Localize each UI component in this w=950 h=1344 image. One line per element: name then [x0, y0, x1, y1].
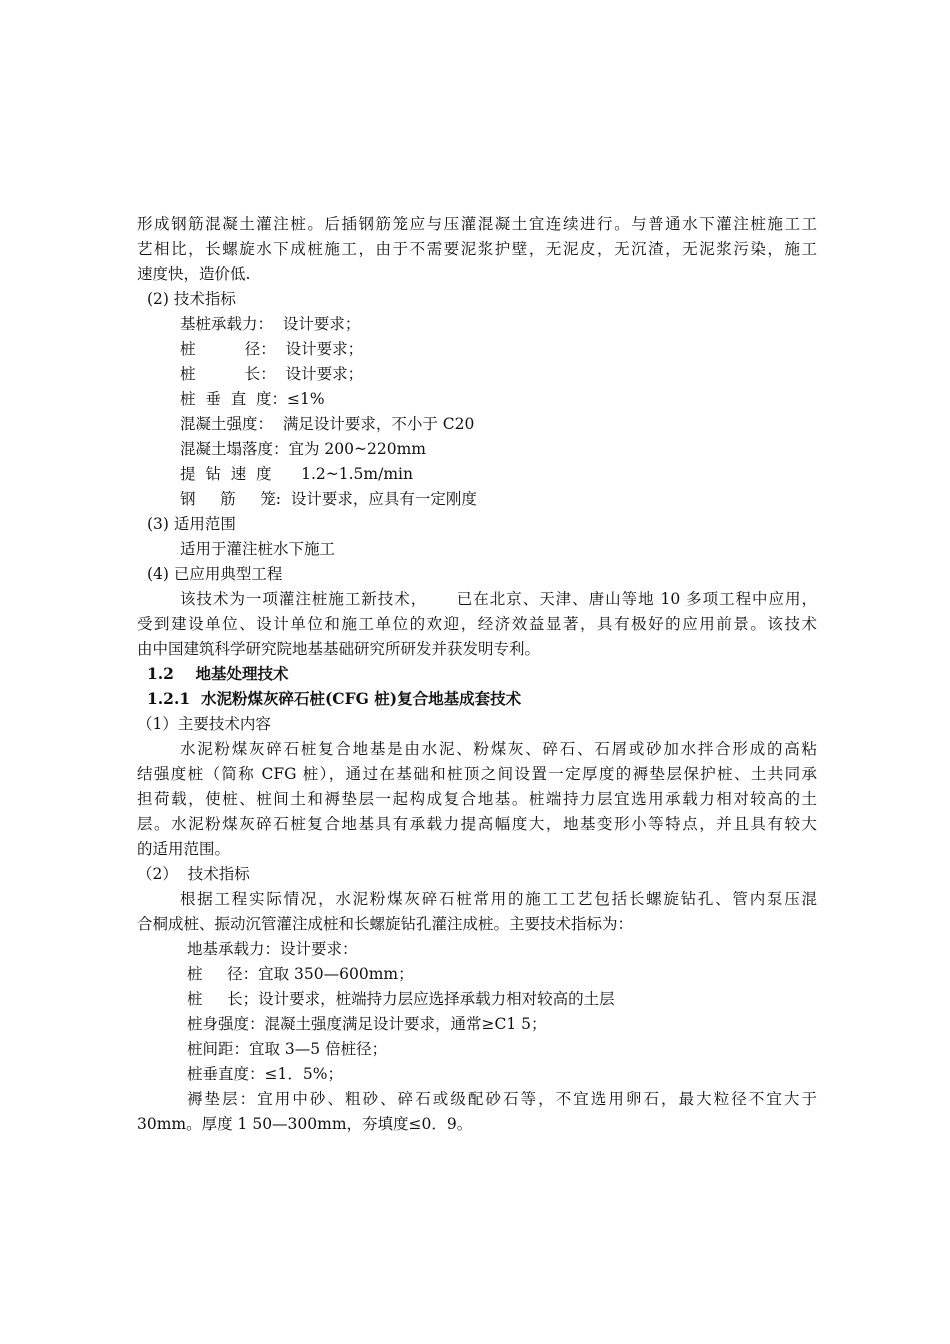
cfg-indicator-item: 桩身强度：混凝土强度满足设计要求，通常≥C1 5；	[187, 1015, 547, 1033]
cfg-indicator-item: 褥垫层：宜用中砂、粗砂、碎石或级配砂石等，不宜选用卵石，最大粒径不宜大于	[187, 1090, 817, 1108]
indicator-item: 混凝土强度： 满足设计要求，不小于 C20	[180, 415, 475, 433]
projects-line-3: 由中国建筑科学研究院地基基础研究所研发并获发明专利。	[137, 640, 541, 658]
indicator-item: 钢 筋 笼: 设计要求，应具有一定刚度	[180, 490, 477, 508]
cfg-content-line-1: 水泥粉煤灰碎石桩复合地基是由水泥、粉煤灰、碎石、石屑或砂加水拌合形成的高粘	[180, 740, 817, 758]
heading-1-2-1: 1.2.1 水泥粉煤灰碎石桩(CFG 桩)复合地基成套技术	[147, 689, 522, 708]
indicator-item: 混凝土塌落度：宜为 200~220mm	[180, 440, 426, 458]
projects-line-1: 该技术为一项灌注桩施工新技术， 已在北京、天津、唐山等地 10 多项工程中应用，	[180, 590, 817, 608]
cfg-content-line-5: 的适用范围。	[137, 840, 231, 858]
section-heading-scope: (3) 适用范围	[147, 515, 236, 533]
cfg-indicator-item: 桩 长；设计要求，桩端持力层应选择承载力相对较高的土层	[187, 990, 615, 1008]
heading-1-2: 1.2 地基处理技术	[147, 664, 289, 683]
projects-line-2: 受到建设单位、设计单位和施工单位的欢迎，经济效益显著，具有极好的应用前景。该技术	[137, 615, 817, 633]
cfg-content-line-2: 结强度桩（简称 CFG 桩），通过在基础和桩顶之间设置一定厚度的褥垫层保护桩、土共同承	[137, 765, 817, 783]
cfg-indicator-item: 地基承载力：设计要求：	[187, 940, 358, 958]
cfg-indicator-item: 桩垂直度：≤1．5%；	[187, 1065, 343, 1083]
scope-text: 适用于灌注桩水下施工	[180, 540, 336, 558]
cfg-indicator-item: 桩间距：宜取 3—5 倍桩径；	[187, 1040, 388, 1058]
intro-line-3: 速度快，造价低.	[137, 265, 251, 283]
cfg-indicators-heading: （2） 技术指标	[137, 865, 250, 883]
cfg-indicators-line-2: 合桐成桩、振动沉管灌注成桩和长螺旋钻孔灌注成桩。主要技术指标为：	[137, 915, 634, 933]
cfg-main-content-heading: （1）主要技术内容	[137, 715, 271, 733]
cfg-content-line-4: 层。水泥粉煤灰碎石桩复合地基具有承载力提高幅度大，地基变形小等特点，并且具有较大	[137, 815, 817, 833]
cfg-indicators-line-1: 根据工程实际情况，水泥粉煤灰碎石桩常用的施工工艺包括长螺旋钻孔、管内泵压混	[180, 890, 817, 908]
section-heading-technical-indicators: (2) 技术指标	[147, 290, 236, 308]
intro-line-2: 艺相比，长螺旋水下成桩施工，由于不需要泥浆护壁，无泥皮，无沉渣，无泥浆污染，施工	[137, 240, 817, 258]
intro-line-1: 形成钢筋混凝土灌注桩。后插钢筋笼应与压灌混凝土宜连续进行。与普通水下灌注桩施工工	[137, 215, 817, 233]
section-heading-projects: (4) 已应用典型工程	[147, 565, 283, 583]
cfg-indicator-item: 桩 径：宜取 350—600mm；	[187, 965, 414, 983]
cfg-indicator-item: 30mm。厚度 1 50—300mm，夯填度≤0．9。	[137, 1115, 473, 1133]
indicator-item: 桩 径： 设计要求；	[180, 340, 364, 358]
cfg-content-line-3: 担荷载，使桩、桩间土和褥垫层一起构成复合地基。桩端持力层宜选用承载力相对较高的土	[137, 790, 817, 808]
indicator-item: 桩 长： 设计要求；	[180, 365, 364, 383]
indicator-item: 提 钻 速 度 1.2~1.5m/min	[180, 465, 413, 483]
indicator-item: 基桩承载力： 设计要求；	[180, 315, 361, 333]
indicator-item: 桩 垂 直 度：≤1%	[180, 390, 325, 408]
